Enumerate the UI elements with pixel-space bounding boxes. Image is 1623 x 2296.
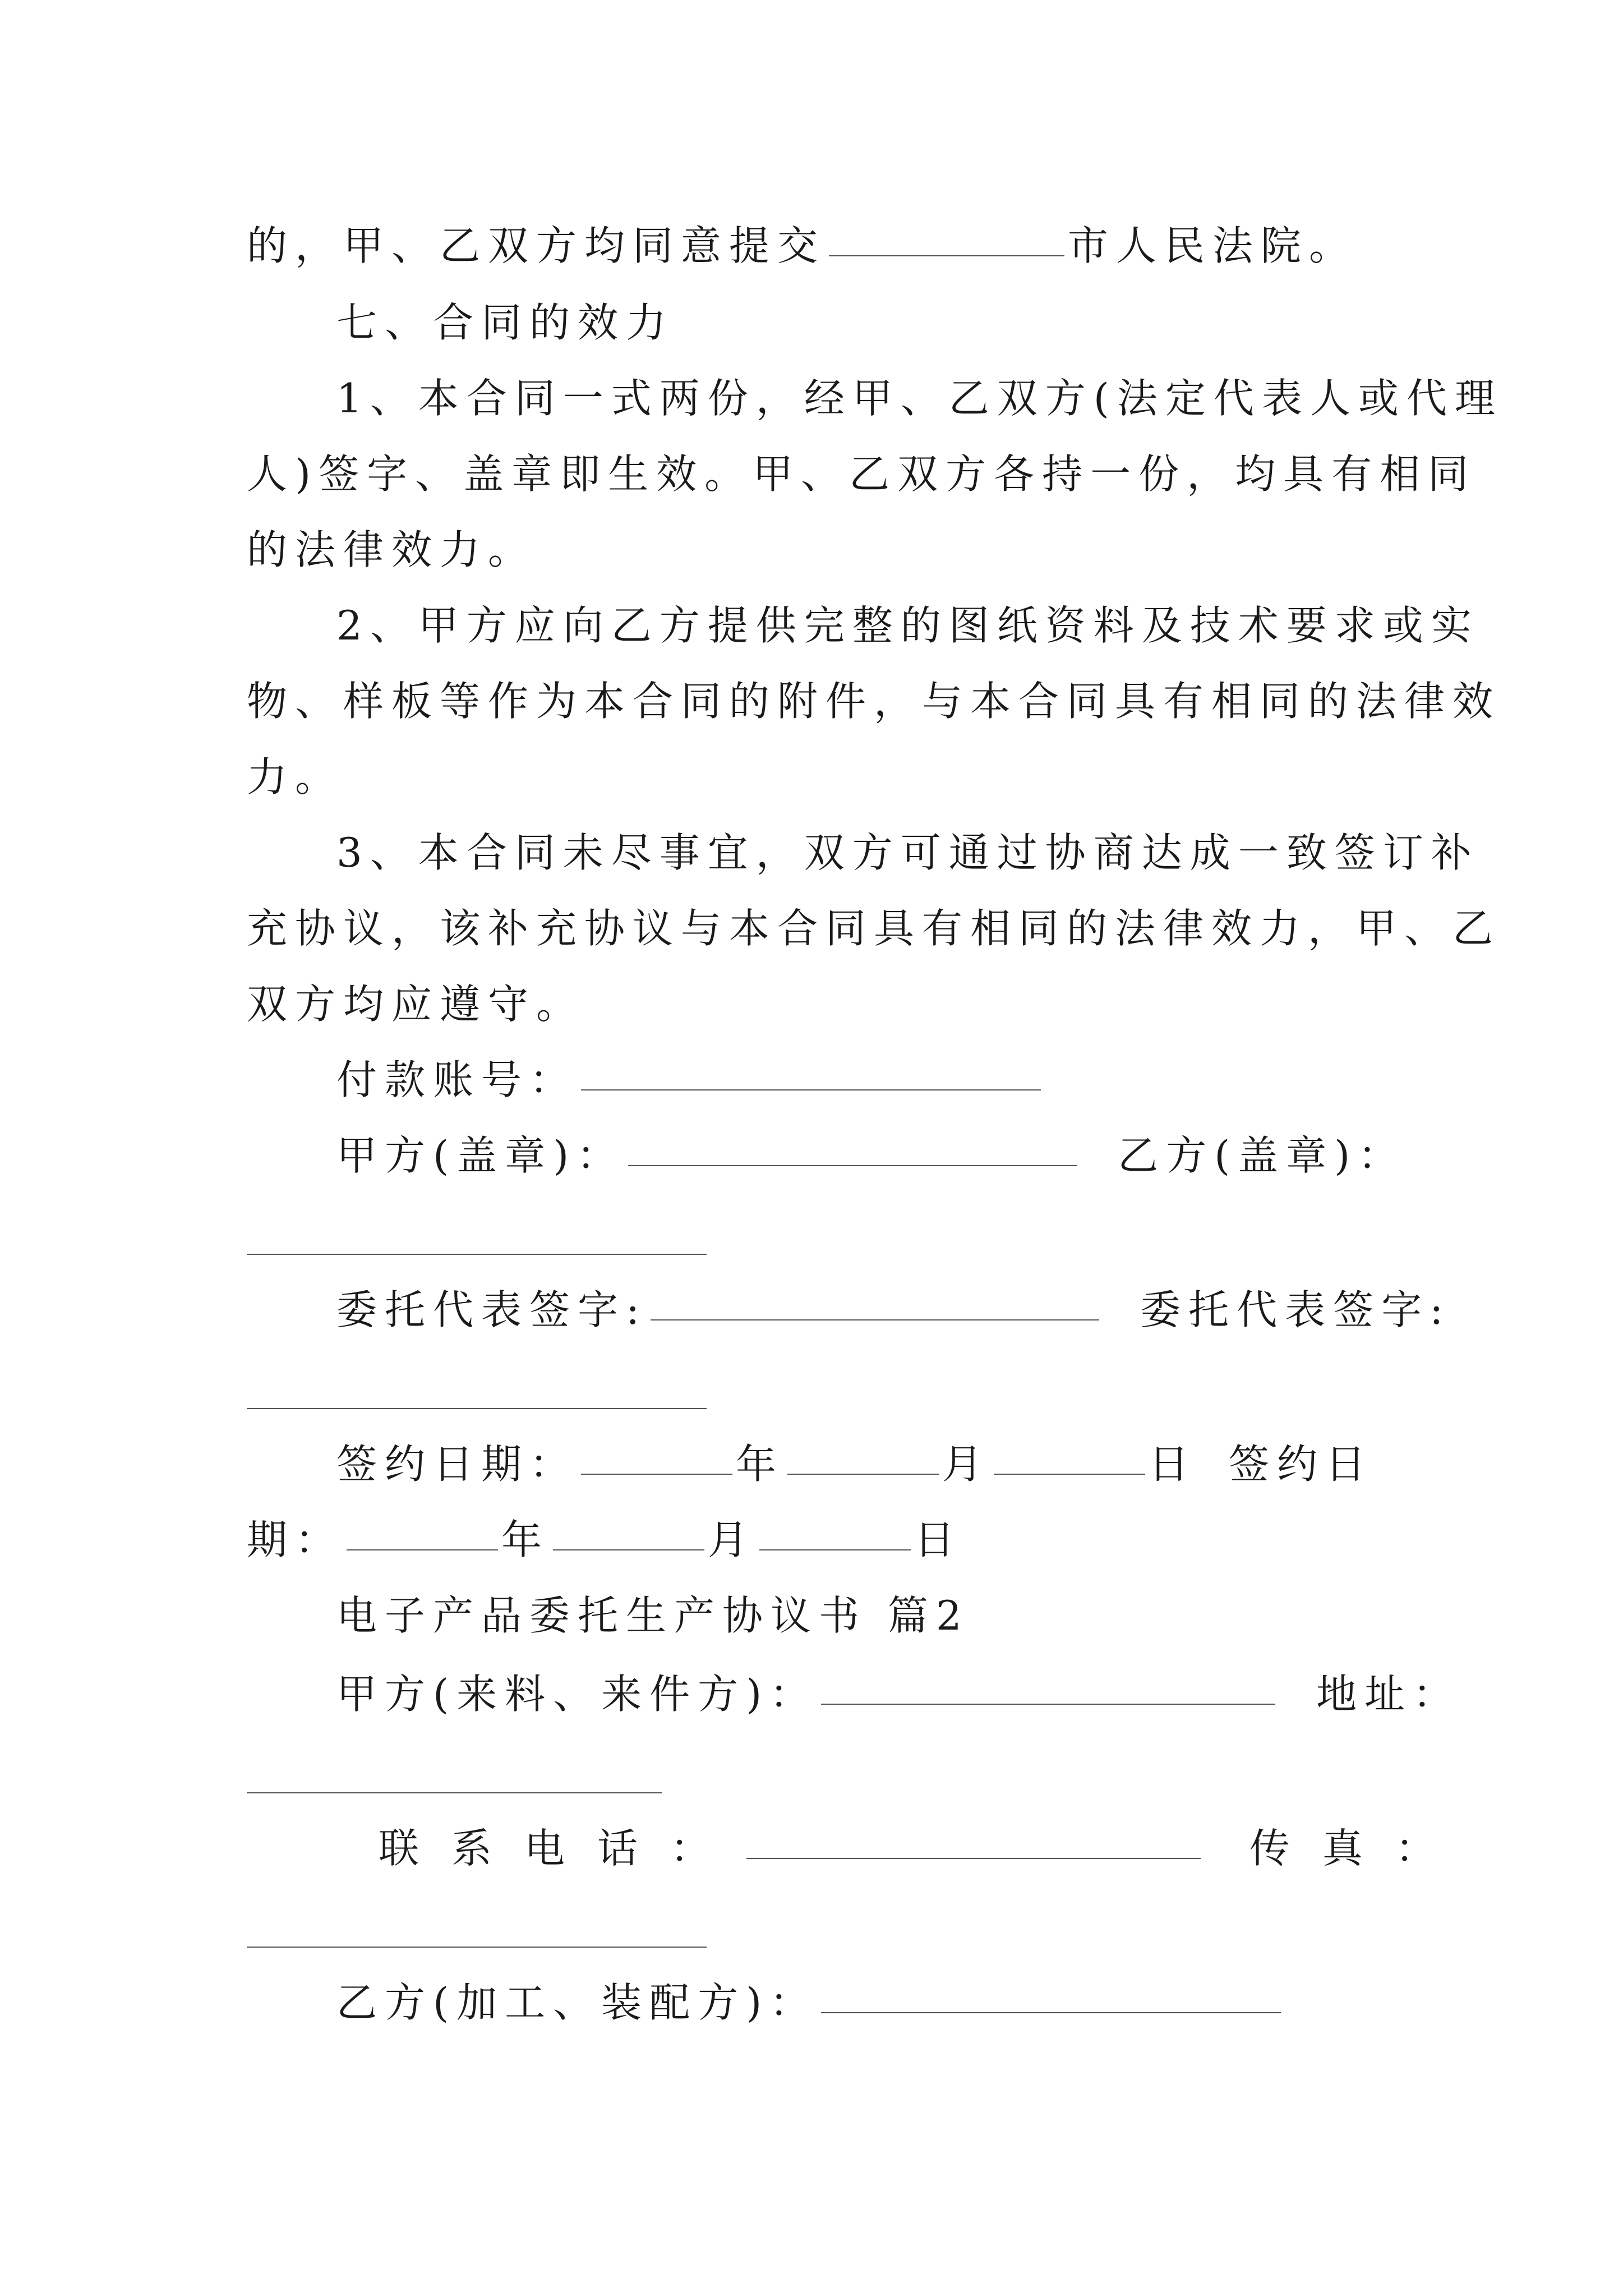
phone-blank[interactable] [746,1858,1201,1859]
date-line-2 [247,1501,1385,1579]
seal-line [336,1116,1475,1195]
rep-sign-line [336,1271,1475,1349]
court-city-blank[interactable] [829,255,1064,256]
date-b-month-blank[interactable] [553,1549,704,1550]
day-label: 日 [1149,1441,1197,1488]
section-2-title: 电子产品委托生产协议书 篇2 [336,1592,970,1639]
date-a-year-blank[interactable] [581,1474,732,1475]
party-a-label: 甲方(来料、来件方)： [336,1671,818,1718]
fax-label: 传真： [1249,1825,1468,1872]
account-line [336,1041,1475,1119]
address-blank[interactable] [247,1792,662,1793]
rep-sign-b-label: 委托代表签字: [1140,1286,1451,1333]
text-fragment: 的，甲、乙双方均同意提交 [247,222,826,269]
party-a-blank[interactable] [821,1704,1275,1705]
paragraph-line: 1、本合同一式两份，经甲、乙双方(法定代表人或代理 [336,375,1503,422]
account-label: 付款账号： [336,1056,578,1103]
party-b-blank[interactable] [821,2012,1281,2013]
phone-line [379,1809,1517,1888]
date-b-label-part2: 期： [247,1516,344,1563]
date-b-label-part1: 签约日 [1228,1441,1373,1488]
paragraph-line: 充协议，该补充协议与本合同具有相同的法律效力，甲、乙 [247,905,1501,952]
party-a-seal-label: 甲方(盖章)： [336,1132,625,1179]
fax-blank[interactable] [247,1947,707,1948]
paragraph-line: 力。 [247,753,344,800]
address-label: 地址： [1316,1671,1461,1718]
section-heading: 七、合同的效力 [336,299,675,346]
date-b-year-blank[interactable] [347,1549,498,1550]
paragraph-line: 物、样板等作为本合同的附件，与本合同具有相同的法律效 [247,678,1501,725]
party-b-line [336,1963,1475,2042]
paragraph-line: 2、甲方应向乙方提供完整的图纸资料及技术要求或实 [336,602,1479,649]
party-b-seal-label: 乙方(盖章)： [1118,1132,1407,1179]
paragraph-line: 3、本合同未尽事宜，双方可通过协商达成一致签订补 [336,829,1479,876]
rep-sign-b-blank[interactable] [247,1408,707,1409]
phone-label: 联系电话： [379,1825,744,1872]
text-line [247,206,1385,285]
year-label: 年 [736,1441,785,1488]
date-a-day-blank[interactable] [994,1474,1145,1475]
text-fragment: 市人民法院。 [1068,222,1358,269]
month-label: 月 [708,1516,757,1563]
day-label: 日 [914,1516,963,1563]
year-label: 年 [501,1516,550,1563]
paragraph-line: 人)签字、盖章即生效。甲、乙双方各持一份，均具有相同 [247,450,1477,498]
party-b-seal-blank[interactable] [247,1254,707,1255]
date-line [336,1425,1475,1503]
date-b-day-blank[interactable] [759,1549,911,1550]
account-blank[interactable] [581,1089,1041,1091]
party-a-line [336,1655,1475,1733]
date-a-label: 签约日期： [336,1441,578,1488]
paragraph-line: 的法律效力。 [247,526,537,573]
date-a-month-blank[interactable] [787,1474,939,1475]
rep-sign-a-blank[interactable] [651,1319,1099,1320]
paragraph-line: 双方均应遵守。 [247,981,585,1028]
month-label: 月 [942,1441,991,1488]
party-a-seal-blank[interactable] [628,1165,1077,1166]
rep-sign-a-label: 委托代表签字: [336,1286,648,1333]
party-b-label: 乙方(加工、装配方)： [336,1979,818,2026]
